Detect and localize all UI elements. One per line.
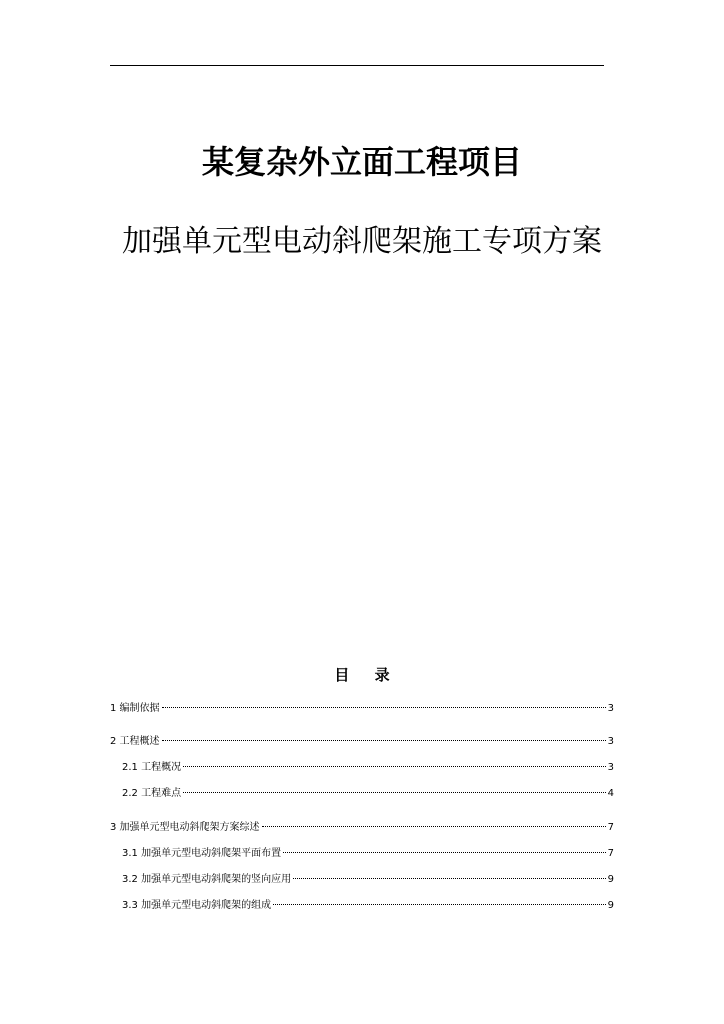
- toc-leader-dots: [183, 766, 606, 767]
- toc-leader-dots: [162, 740, 606, 741]
- toc-entry-page: 9: [607, 900, 614, 911]
- toc-entry-label: 3.3 加强单元型电动斜爬架的组成: [122, 900, 272, 911]
- toc-leader-dots: [293, 878, 606, 879]
- toc-entry-page: 9: [607, 874, 614, 885]
- toc-entry-page: 3: [607, 762, 614, 773]
- toc-entry-2[interactable]: [110, 735, 614, 749]
- toc-entry-3[interactable]: [110, 821, 614, 835]
- toc-heading: 目 录: [334, 666, 400, 684]
- toc-entry-3-2[interactable]: [122, 873, 614, 887]
- toc-entry-label: 3.1 加强单元型电动斜爬架平面布置: [122, 848, 282, 859]
- toc-leader-dots: [162, 707, 606, 708]
- toc-entry-page: 3: [607, 736, 614, 747]
- toc-entry-1[interactable]: [110, 702, 614, 716]
- toc-entry-page: 7: [607, 822, 614, 833]
- toc-entry-page: 3: [607, 703, 614, 714]
- toc-entry-2-2[interactable]: [122, 787, 614, 801]
- toc-entry-page: 7: [607, 848, 614, 859]
- toc-entry-label: 1 编制依据: [110, 703, 160, 714]
- toc-entry-2-1[interactable]: [122, 761, 614, 775]
- toc-entry-label: 2.1 工程概况: [122, 762, 182, 773]
- toc-entry-label: 3.2 加强单元型电动斜爬架的竖向应用: [122, 874, 292, 885]
- scheme-title: 加强单元型电动斜爬架施工专项方案: [122, 224, 602, 259]
- toc-entry-label: 2.2 工程难点: [122, 788, 182, 799]
- toc-entry-page: 4: [607, 788, 614, 799]
- toc-entry-3-3[interactable]: [122, 899, 614, 913]
- toc-entry-3-1[interactable]: [122, 847, 614, 861]
- header-rule: [110, 65, 604, 66]
- toc-leader-dots: [283, 852, 606, 853]
- project-title: 某复杂外立面工程项目: [201, 143, 522, 181]
- toc-entry-label: 3 加强单元型电动斜爬架方案综述: [110, 822, 260, 833]
- toc-leader-dots: [273, 904, 606, 905]
- toc-entry-label: 2 工程概述: [110, 736, 160, 747]
- toc-leader-dots: [183, 792, 606, 793]
- toc-leader-dots: [262, 826, 606, 827]
